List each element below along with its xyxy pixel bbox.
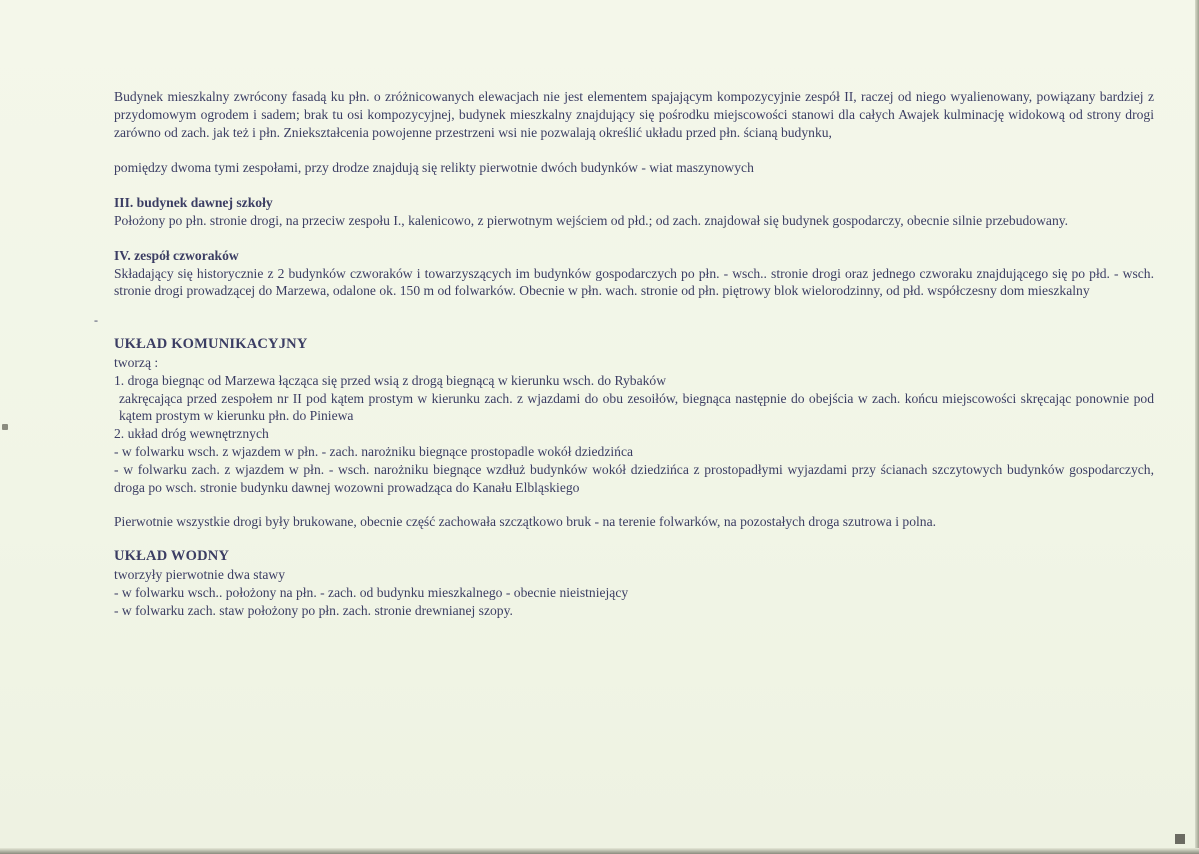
section-iii-heading: III. budynek dawnej szkoły [114,195,273,211]
section-iii-text: Położony po płn. stronie drogi, na przeciw zespołu I., kalenicowo, z pierwotnym wejściem od płd.; od zach. znajdował się budynek gospodarczy, obecnie silnie przebudowany. [114,212,1069,228]
left-margin-dot [2,424,8,430]
section-iv-heading: IV. zespół czworaków [114,247,239,263]
uklad-komunikacyjny-line-1: tworzą : [114,354,159,370]
uklad-komunikacyjny-heading: UKŁAD KOMUNIKACYJNY [114,336,308,353]
uklad-wodny-line-2: - w folwarku wsch.. położony na płn. - zach. od budynku mieszkalnego - obecnie nieistniejący [114,584,629,600]
uklad-wodny-line-1: tworzyły pierwotnie dwa stawy [114,566,286,582]
margin-dash: - [94,313,98,327]
section-iv-text: Składający się historycznie z 2 budynków czworaków i towarzyszących im budynków gospodarczych po płn. - wsch.. stronie drogi oraz jednego czworaku znajdującego się po płd. - wsch. stronie drogi prowadzącej do Marzewa, odalone ok. 150 m od folwarków. Obecnie w płn. wach. stronie od płn. piętrowy blok wielorodzinny, od płd. współczesny dom mieszkalny [114,265,1154,299]
uklad-wodny-heading: UKŁAD WODNY [114,548,230,565]
uklad-komunikacyjny-summary: Pierwotnie wszystkie drogi były brukowane, obecnie część zachowała szczątkowo bruk - na terenie folwarków, na pozostałych droga szutrowa i polna. [114,514,937,530]
uklad-komunikacyjny-line-2: 1. droga biegnąc od Marzewa łącząca się przed wsią z drogą biegnącą w kierunku wsch. do Rybaków [114,372,667,388]
corner-mark [1175,834,1185,844]
page-right-edge [1195,0,1199,854]
uklad-komunikacyjny-paragraph: zakręcająca przed zespołem nr II pod kątem prostym w kierunku zach. z wjazdami do obu zesoiłów, biegnąca następnie do obejścia w zach. końcu miejscowości skręcając ponownie pod kątem prostym w kierunku płn. do Piniewa [119,390,1154,424]
uklad-komunikacyjny-item-2a: - w folwarku wsch. z wjazdem w płn. - zach. narożniku biegnące prostopadle wokół dziedzińca [114,443,634,459]
uklad-komunikacyjny-item-2b: - w folwarku zach. z wjazdem w płn. - wsch. narożniku biegnące wzdłuż budynków wokół dziedzińca z prostopadłymi wyjazdami przy ścianach szczytowych budynków gospodarczych, droga po wsch. stronie budynku dawnej wozowni prowadząca do Kanału Elbląskiego [114,461,1154,495]
document-body [114,88,1154,619]
uklad-komunikacyjny-item-2: 2. układ dróg wewnętrznych [114,426,269,442]
page-bottom-edge [0,848,1199,854]
uklad-wodny-line-3: - w folwarku zach. staw położony po płn. zach. stronie drewnianej szopy. [114,602,513,618]
intro-paragraph: Budynek mieszkalny zwrócony fasadą ku płn. o zróżnicowanych elewacjach nie jest elementem spajającym kompozycyjnie zespół II, raczej od niego wyalienowany, powiązany bardziej z przydomowym ogrodem i sadem; brak tu osi kompozycyjnej, budynek mieszkalny znajdujący się pośrodku miejscowości stanowi dla całych Awajek kulminację widokową od strony drogi zarówno od zach. jak też i płn. Zniekształcenia powojenne przestrzeni wsi nie pozwalają określić układu przed płn. ścianą budynku, [114,89,1154,140]
relikty-paragraph: pomiędzy dwoma tymi zespołami, przy drodze znajdują się relikty pierwotnie dwóch budynków - wiat maszynowych [114,160,754,176]
